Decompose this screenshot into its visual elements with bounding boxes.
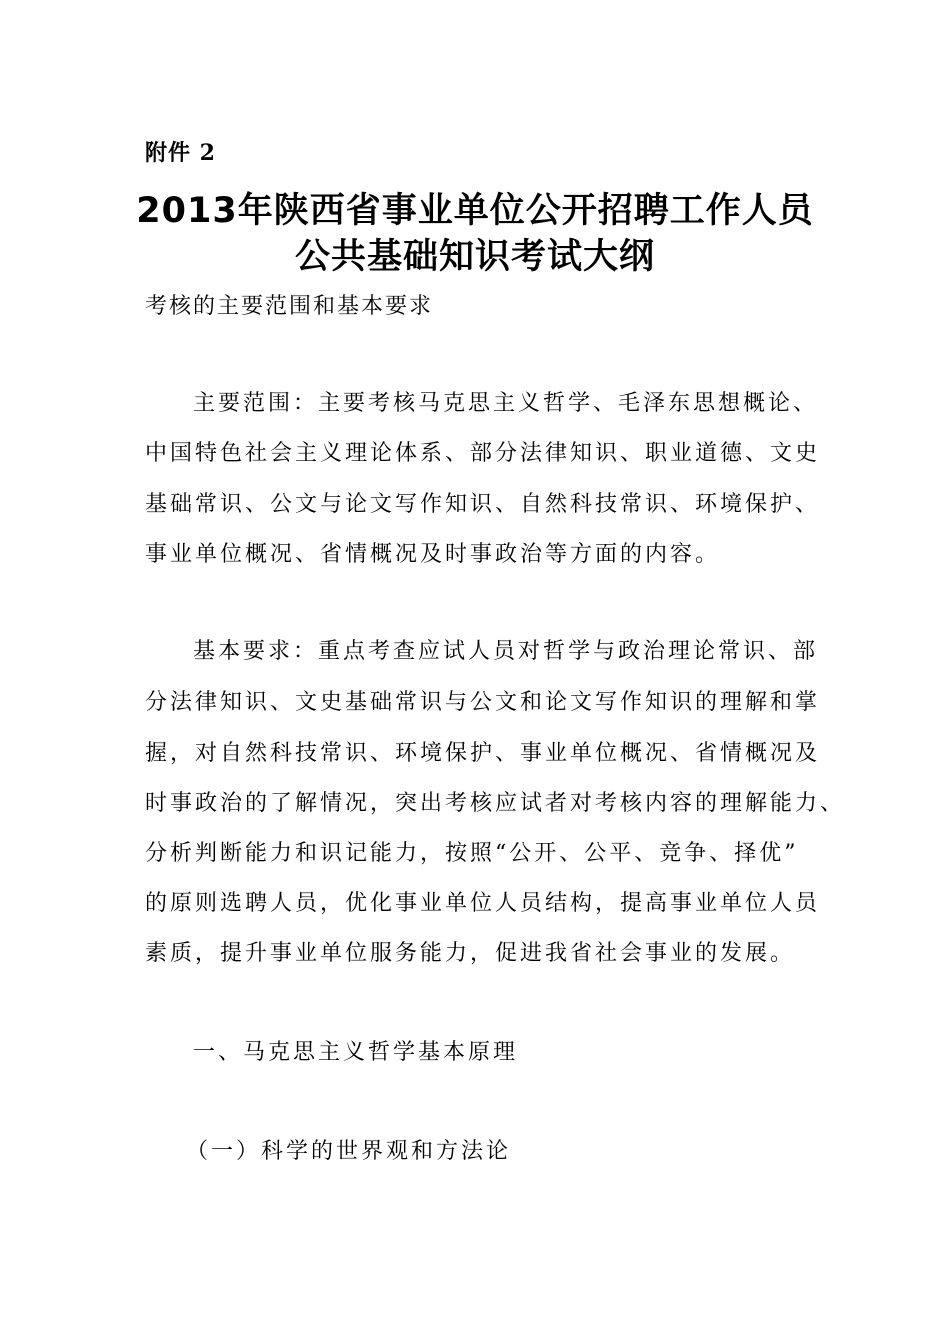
requirements-line: 的原则选聘人员，优化事业单位人员结构，提高事业单位人员 — [145, 891, 821, 916]
requirements-line: 基本要求：重点考查应试人员对哲学与政治理论常识、部 — [193, 639, 819, 664]
scope-line: 主要范围：主要考核马克思主义哲学、毛泽东思想概论、 — [193, 391, 819, 416]
requirements-line: 分法律知识、文史基础常识与公文和论文写作知识的理解和掌 — [145, 690, 821, 715]
section-heading: 一、马克思主义哲学基本原理 — [193, 1040, 519, 1065]
document-subtitle: 考核的主要范围和基本要求 — [145, 294, 434, 319]
requirements-line: 分析判断能力和识记能力，按照“公开、公平、竞争、择优” — [145, 841, 799, 866]
document-title-line-2: 公共基础知识考试大纲 — [294, 237, 655, 277]
requirements-line: 握，对自然科技常识、环境保护、事业单位概况、省情概况及 — [145, 741, 821, 766]
subsection-heading: （一）科学的世界观和方法论 — [186, 1139, 512, 1164]
document-title-line-1: 2013年陕西省事业单位公开招聘工作人员 — [136, 191, 814, 231]
scope-line: 事业单位概况、省情概况及时事政治等方面的内容。 — [145, 542, 721, 567]
attachment-label: 附件 2 — [145, 140, 216, 166]
scope-line: 基础常识、公文与论文写作知识、自然科技常识、环境保护、 — [145, 492, 821, 517]
requirements-line: 素质，提升事业单位服务能力，促进我省社会事业的发展。 — [145, 941, 796, 966]
scope-line: 中国特色社会主义理论体系、部分法律知识、职业道德、文史 — [145, 441, 821, 466]
requirements-line: 时事政治的了解情况，突出考核应试者对考核内容的理解能力、 — [145, 791, 846, 816]
